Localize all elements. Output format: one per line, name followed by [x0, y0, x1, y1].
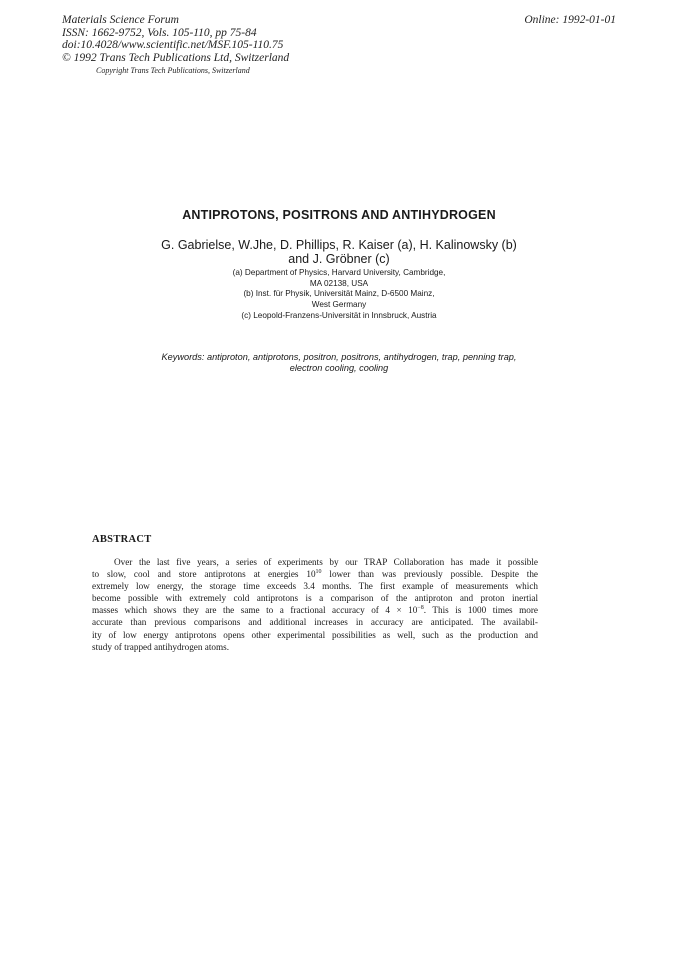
publisher-line: © 1992 Trans Tech Publications Ltd, Switzerland	[62, 51, 290, 64]
affiliation-a: (a) Department of Physics, Harvard University, Cambridge,	[232, 268, 446, 277]
online-date: Online: 1992-01-01	[524, 14, 616, 26]
abstract-line	[92, 568, 538, 580]
abstract-line: ity of low energy antiprotons opens other experimental possibilities as well, such as the production and	[92, 629, 538, 640]
abstract-text: lower than was previously possible. Despite the	[321, 569, 539, 580]
journal-name: Materials Science Forum	[62, 14, 179, 26]
abstract-line: extremely low energy, the storage time exceeds 3.4 months. The first example of measurements which	[92, 581, 538, 592]
doi-link[interactable]: doi:10.4028/www.scientific.net/MSF.105-110.75	[62, 39, 284, 51]
keywords	[0, 352, 678, 374]
affiliation-b: (b) Inst. für Physik, Universität Mainz, D-6500 Mainz,	[243, 289, 435, 299]
abstract-line: Over the last five years, a series of experiments by our TRAP Collaboration has made it possible	[114, 557, 538, 567]
abstract-text: masses which shows they are the same to a fractional accuracy of 4 × 10	[92, 605, 418, 616]
affiliation-a-address: MA 02138, USA	[309, 278, 369, 288]
affiliations	[0, 268, 678, 322]
authors-line-1: G. Gabrielse, W.Jhe, D. Phillips, R. Kaiser (a), H. Kalinowsky (b)	[161, 238, 517, 252]
affiliation-b-country: West Germany	[311, 300, 367, 310]
issn-line: ISSN: 1662-9752, Vols. 105-110, pp 75-84	[62, 26, 257, 39]
abstract-line: become possible with extremely cold antiprotons is a comparison of the antiproton and proton inertial	[92, 593, 538, 604]
affiliation-c: (c) Leopold-Franzens-Universität in Innsbruck, Austria	[241, 310, 437, 320]
exponent: 10	[315, 569, 322, 576]
abstract-line: study of trapped antihydrogen atoms.	[92, 641, 230, 652]
abstract-text: to slow, cool and store antiprotons at energies 10	[92, 569, 316, 580]
authors-line-2: and J. Gröbner (c)	[288, 252, 390, 266]
abstract-line	[92, 604, 538, 616]
author-list	[0, 238, 678, 266]
keywords-line-1: Keywords: antiproton, antiprotons, positron, positrons, antihydrogen, trap, penning trap,	[161, 352, 517, 362]
paper-title: ANTIPROTONS, POSITRONS AND ANTIHYDROGEN	[182, 208, 496, 222]
exponent: −8	[417, 605, 424, 612]
abstract-line: accurate than previous comparisons and additional increases in accuracy are anticipated. The availabil-	[92, 617, 538, 628]
journal-meta	[62, 14, 289, 64]
keywords-line-2: electron cooling, cooling	[289, 363, 389, 373]
abstract-heading: ABSTRACT	[92, 534, 152, 545]
abstract-body	[92, 556, 538, 653]
copyright-notice: Copyright Trans Tech Publications, Switzerland	[96, 66, 250, 75]
abstract-text: . This is 1000 times more	[423, 605, 539, 616]
